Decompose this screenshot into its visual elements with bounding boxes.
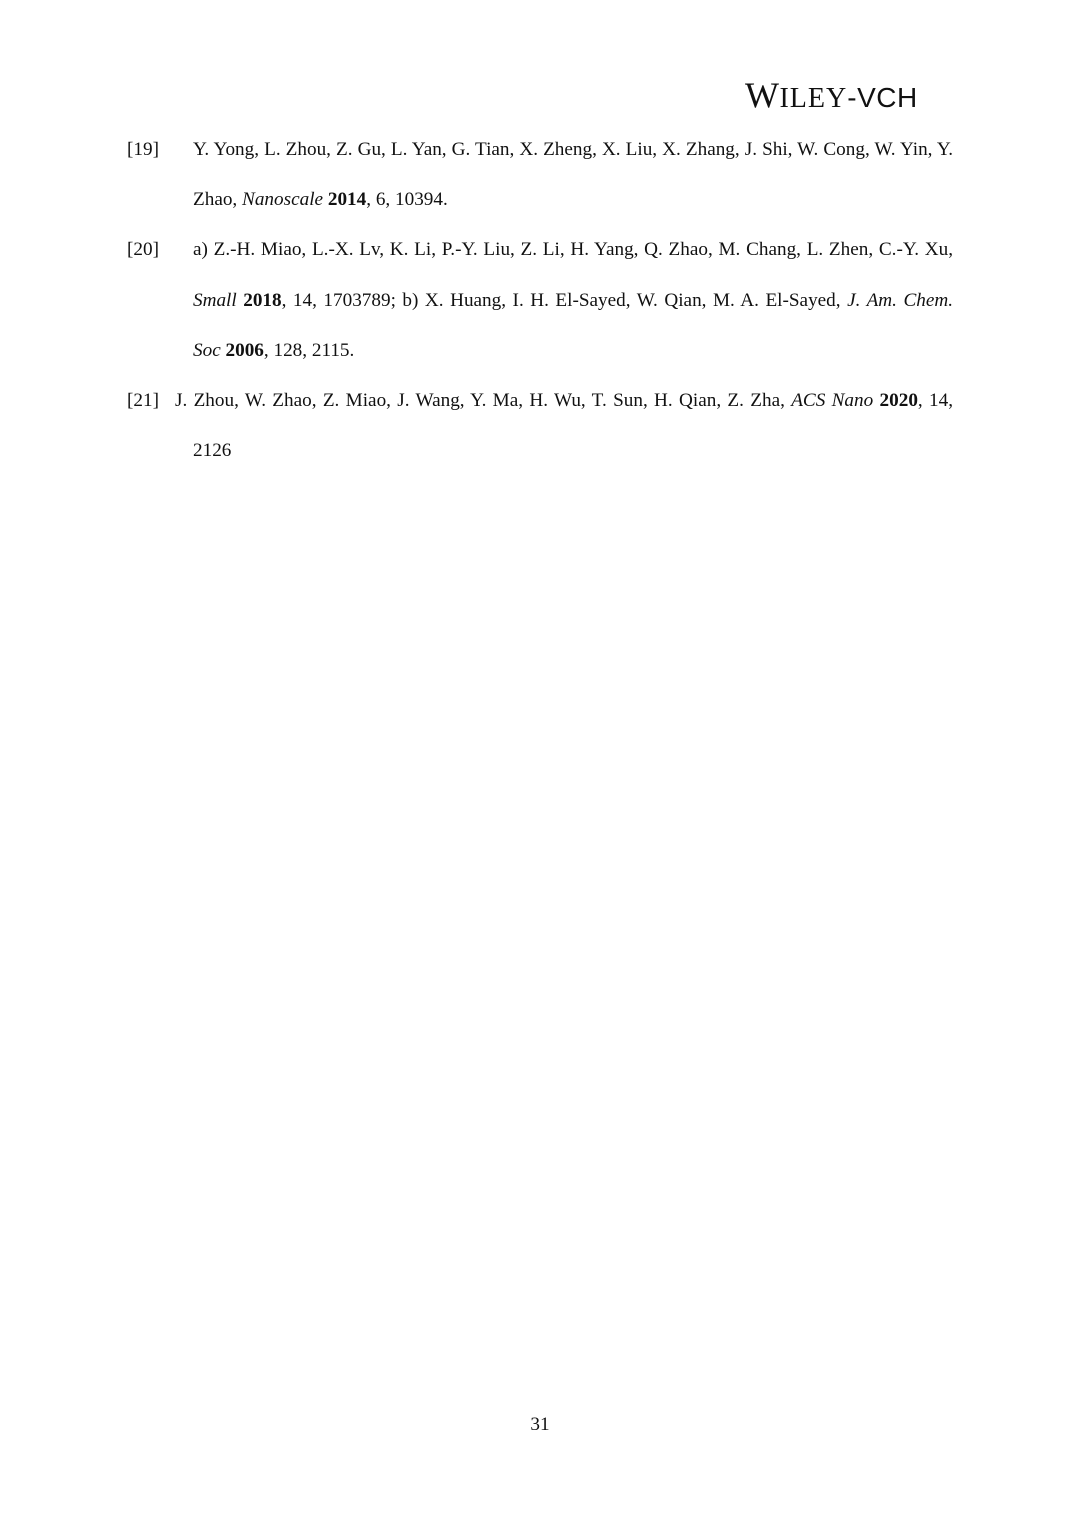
logo-letters-iley: ILEY bbox=[779, 83, 848, 114]
reference-journal: ACS Nano bbox=[791, 390, 874, 412]
reference-list bbox=[127, 125, 953, 476]
wiley-vch-logo bbox=[745, 74, 918, 114]
reference-21 bbox=[127, 376, 953, 476]
reference-19 bbox=[127, 125, 953, 225]
reference-authors: X. Huang, I. H. El-Sayed, W. Qian, M. A. El-Sayed, bbox=[424, 289, 848, 311]
reference-authors: J. Zhou, W. Zhao, Z. Miao, J. Wang, Y. Ma, H. Wu, T. Sun, H. Qian, Z. Zha, bbox=[175, 390, 792, 412]
reference-authors: Z.-H. Miao, L.-X. Lv, K. Li, P.-Y. Liu, Z. Li, H. Yang, Q. Zhao, M. Chang, L. Zhen, C.-Y. Xu, bbox=[213, 239, 954, 261]
page-number: 31 bbox=[530, 1414, 550, 1435]
reference-volume-pages: , 6, 10394. bbox=[366, 189, 448, 211]
reference-part-a-label: a) bbox=[193, 239, 214, 261]
reference-authors: Y. Yong, L. Zhou, Z. Gu, L. Yan, G. Tian, X. Zheng, X. Liu, X. Zhang, J. Shi, W. Cong, W. Yin, Y. Zhao, bbox=[193, 139, 953, 211]
reference-journal: Small bbox=[193, 289, 237, 311]
logo-letters-vch: -VCH bbox=[847, 82, 918, 113]
reference-volume-pages: , 14, 1703789; bbox=[281, 289, 403, 311]
reference-year: 2006 bbox=[225, 339, 264, 361]
reference-year: 2014 bbox=[327, 189, 367, 211]
reference-20 bbox=[127, 225, 953, 376]
reference-journal: J. Am. Chem. Soc bbox=[193, 289, 954, 361]
reference-number: [20] bbox=[127, 239, 159, 261]
reference-year: 2018 bbox=[243, 289, 282, 311]
logo-letter-w: W bbox=[745, 75, 780, 115]
reference-part-b-label: b) bbox=[402, 289, 425, 311]
reference-journal: Nanoscale bbox=[242, 189, 324, 211]
reference-volume-pages: , 128, 2115. bbox=[263, 339, 355, 361]
reference-number: [21] bbox=[127, 390, 159, 412]
reference-number: [19] bbox=[127, 139, 159, 160]
reference-volume-pages: , 14, 2126 bbox=[193, 390, 954, 462]
reference-year: 2020 bbox=[879, 390, 918, 412]
